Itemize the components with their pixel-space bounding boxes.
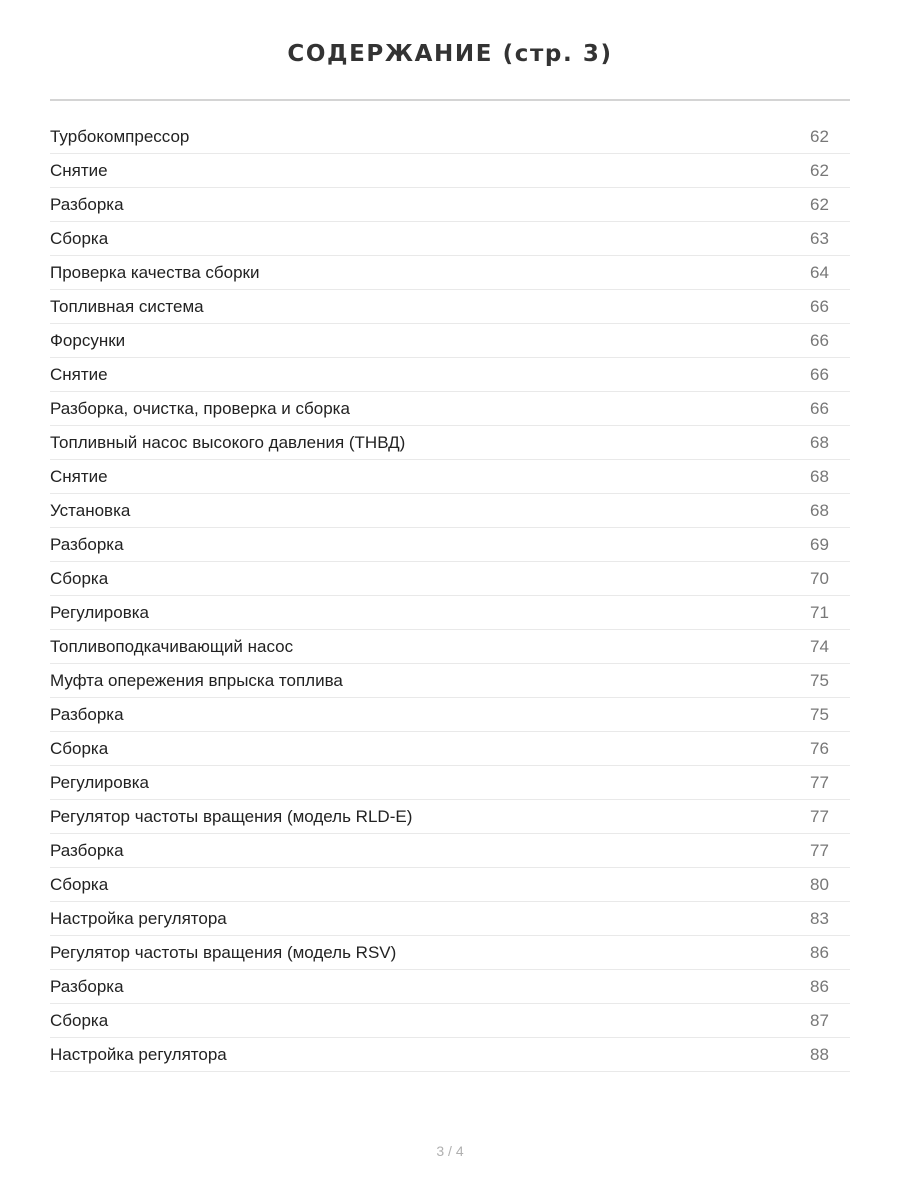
- toc-entry-page-number: 70: [810, 568, 829, 588]
- toc-entry-page-number: 76: [810, 738, 829, 758]
- toc-entry-title: Снятие: [50, 364, 108, 384]
- toc-entry[interactable]: [50, 868, 850, 902]
- toc-entry-page-number: 68: [810, 466, 829, 486]
- toc-entry-title: Сборка: [50, 568, 109, 588]
- toc-entry-title: Сборка: [50, 228, 109, 248]
- toc-entry-title: Снятие: [50, 466, 108, 486]
- toc-entry-page-number: 75: [810, 670, 829, 690]
- toc-entry-page-number: 64: [810, 262, 829, 282]
- toc-entry[interactable]: [50, 936, 850, 970]
- toc-entry-title: Снятие: [50, 160, 108, 180]
- toc-entry[interactable]: [50, 562, 850, 596]
- toc-entry[interactable]: [50, 698, 850, 732]
- page-number: 3 / 4: [436, 1143, 464, 1159]
- toc-entry-title: Разборка: [50, 976, 124, 996]
- toc-entry-page-number: 68: [810, 432, 829, 452]
- toc-entry[interactable]: [50, 528, 850, 562]
- toc-entry-title: Разборка: [50, 194, 124, 214]
- toc-entry[interactable]: [50, 426, 850, 460]
- toc-entry-page-number: 69: [810, 534, 829, 554]
- toc-entry-page-number: 74: [810, 636, 829, 656]
- toc-entry[interactable]: [50, 766, 850, 800]
- toc-entry[interactable]: [50, 834, 850, 868]
- toc-entry-title: Муфта опережения впрыска топлива: [50, 670, 343, 690]
- toc-entry-title: Настройка регулятора: [50, 908, 227, 928]
- toc-entry[interactable]: [50, 800, 850, 834]
- toc-entry-title: Разборка, очистка, проверка и сборка: [50, 398, 350, 418]
- toc-entry[interactable]: [50, 324, 850, 358]
- toc-entry[interactable]: [50, 392, 850, 426]
- toc-entry-page-number: 66: [810, 296, 829, 316]
- toc-entry-page-number: 83: [810, 908, 829, 928]
- toc-entry-page-number: 71: [810, 602, 829, 622]
- toc-entry-page-number: 66: [810, 398, 829, 418]
- toc-entry-title: Форсунки: [50, 330, 126, 350]
- toc-entry-page-number: 63: [810, 228, 829, 248]
- toc-entry[interactable]: [50, 460, 850, 494]
- toc-entry[interactable]: [50, 596, 850, 630]
- toc-entry[interactable]: [50, 154, 850, 188]
- toc-entry[interactable]: [50, 222, 850, 256]
- toc-entry-title: Турбокомпрессор: [50, 126, 190, 146]
- toc-entry-page-number: 88: [810, 1044, 829, 1064]
- toc-entry-title: Регулировка: [50, 772, 149, 792]
- toc-entry[interactable]: [50, 120, 850, 154]
- toc-entry-title: Регулятор частоты вращения (модель RSV): [50, 942, 397, 962]
- toc-entry[interactable]: [50, 1004, 850, 1038]
- toc-entry[interactable]: [50, 1038, 850, 1072]
- toc-entry-page-number: 77: [810, 772, 829, 792]
- toc-entry-title: Сборка: [50, 1010, 109, 1030]
- toc-entry-title: Сборка: [50, 738, 109, 758]
- toc-entry-page-number: 62: [810, 160, 829, 180]
- toc-entry-title: Разборка: [50, 840, 124, 860]
- toc-entry-title: Топливоподкачивающий насос: [50, 636, 294, 656]
- toc-entry-page-number: 87: [810, 1010, 829, 1030]
- toc-entry-title: Регулировка: [50, 602, 149, 622]
- toc-entry-title: Разборка: [50, 534, 124, 554]
- toc-entry-page-number: 62: [810, 126, 829, 146]
- toc-entry-title: Топливный насос высокого давления (ТНВД): [50, 432, 406, 452]
- toc-entry-page-number: 66: [810, 330, 829, 350]
- toc-entry-title: Проверка качества сборки: [50, 262, 260, 282]
- page-title: СОДЕРЖАНИЕ (стр. 3): [287, 41, 613, 67]
- toc-entry-page-number: 75: [810, 704, 829, 724]
- toc-entry-page-number: 68: [810, 500, 829, 520]
- toc-entry-title: Сборка: [50, 874, 109, 894]
- toc-entry-page-number: 77: [810, 806, 829, 826]
- toc-entry[interactable]: [50, 664, 850, 698]
- toc-entry-page-number: 86: [810, 942, 829, 962]
- toc-entry[interactable]: [50, 970, 850, 1004]
- toc-entry[interactable]: [50, 256, 850, 290]
- toc-entry-title: Топливная система: [50, 296, 204, 316]
- toc-entry-page-number: 66: [810, 364, 829, 384]
- toc-entry-title: Установка: [50, 500, 131, 520]
- toc-entry-page-number: 80: [810, 874, 829, 894]
- table-of-contents: [50, 120, 850, 1072]
- toc-entry[interactable]: [50, 494, 850, 528]
- toc-entry-title: Разборка: [50, 704, 124, 724]
- toc-entry[interactable]: [50, 290, 850, 324]
- toc-entry-page-number: 86: [810, 976, 829, 996]
- toc-entry[interactable]: [50, 630, 850, 664]
- toc-entry-page-number: 62: [810, 194, 829, 214]
- toc-entry[interactable]: [50, 732, 850, 766]
- title-divider: [50, 99, 850, 101]
- toc-entry-title: Регулятор частоты вращения (модель RLD-E): [50, 806, 413, 826]
- toc-entry-page-number: 77: [810, 840, 829, 860]
- toc-entry-title: Настройка регулятора: [50, 1044, 227, 1064]
- toc-entry[interactable]: [50, 188, 850, 222]
- toc-entry[interactable]: [50, 358, 850, 392]
- toc-entry[interactable]: [50, 902, 850, 936]
